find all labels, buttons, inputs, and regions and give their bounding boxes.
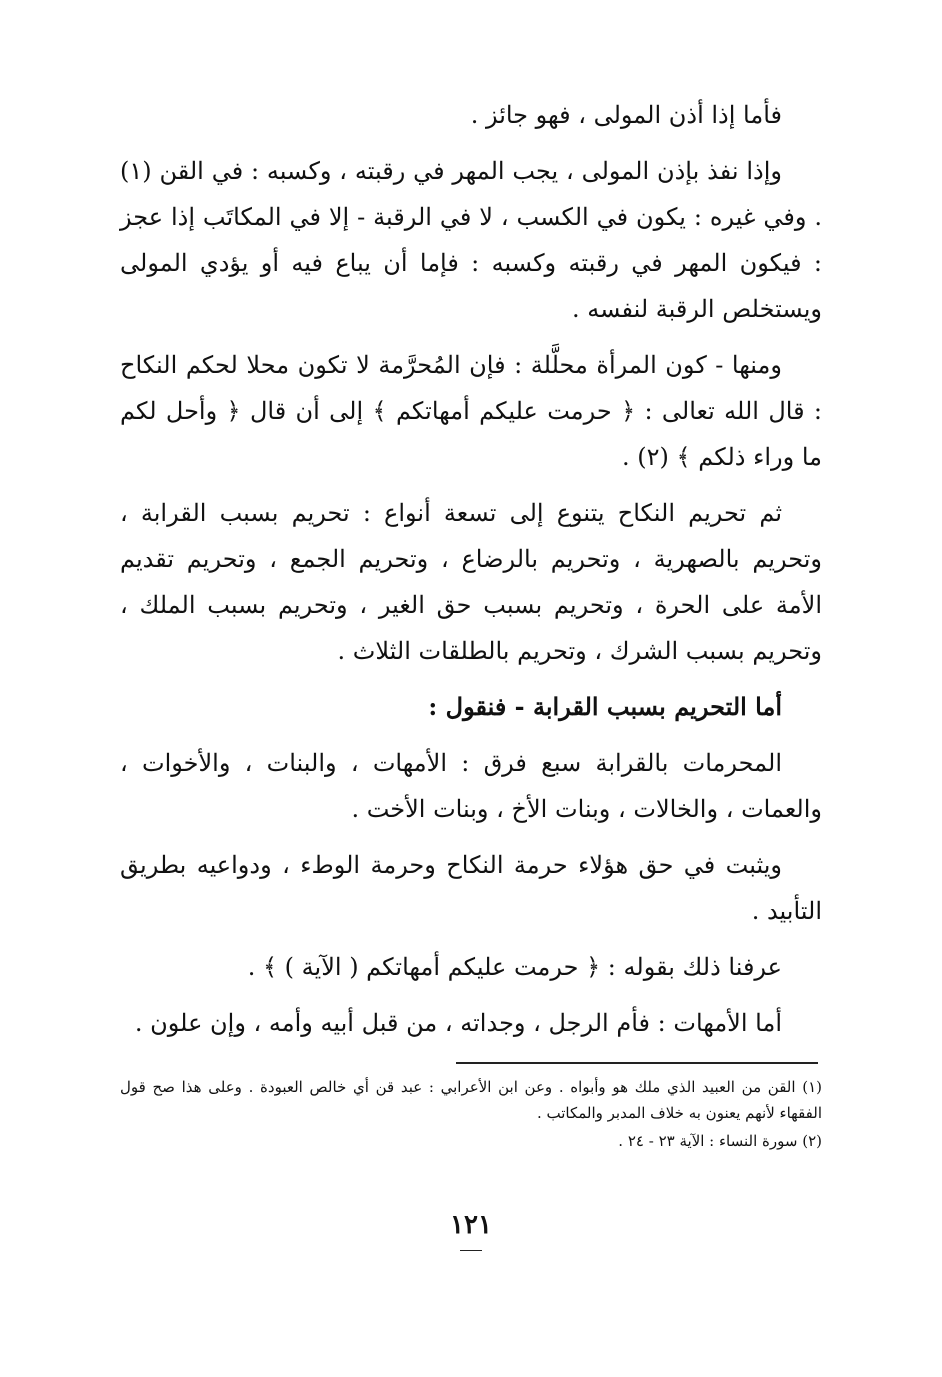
footnote-1: (١) القن من العبيد الذي ملك هو وأبواه . وعن ابن الأعرابي : عبد قن أي خالص العبودة . وعلى هذا صح قول الفقهاء لأنهم يعنون به خلاف المدبر والمكاتب . xyxy=(120,1078,822,1122)
paragraph-4: ثم تحريم النكاح يتنوع إلى تسعة أنواع : تحريم بسبب القرابة ، وتحريم بالصهرية ، وتحريم بالرضاع ، وتحريم الجمع ، وتحريم تقديم الأمة على الحرة ، وتحريم بسبب حق الغير ، وتحريم بسبب الملك ، وتحريم بسبب الشرك ، وتحريم بالطلقات الثلاث . xyxy=(120,499,822,665)
section-heading: أما التحريم بسبب القرابة - فنقول : xyxy=(428,692,782,721)
page-number: ١٢١ xyxy=(450,1210,492,1240)
paragraph-3: ومنها - كون المرأة محلَّلة : فإن المُحرَّمة لا تكون محلا لحكم النكاح : قال الله تعالى : ﴿ حرمت عليكم أمهاتكم ﴾ إلى أن قال ﴿ وأحل لكم ما وراء ذلكم ﴾ (٢) . xyxy=(120,351,822,471)
paragraph-2: وإذا نفذ بإذن المولى ، يجب المهر في رقبته ، وكسبه : في القن (١) . وفي غيره : يكون في الكسب ، لا في الرقبة - إلا في المكاتَب إذا عجز : فيكون المهر في رقبته وكسبه : فإما أن يباع فيه أو يؤدي المولى ويستخلص الرقبة لنفسه . xyxy=(120,157,822,323)
paragraph-5: المحرمات بالقرابة سبع فرق : الأمهات ، والبنات ، والأخوات ، والعمات ، والخالات ، وبنات الأخ ، وبنات الأخت . xyxy=(120,749,822,823)
paragraph-6: ويثبت في حق هؤلاء حرمة النكاح وحرمة الوطء ، ودواعيه بطريق التأبيد . xyxy=(120,851,822,925)
page-number-underline xyxy=(460,1250,482,1251)
main-text xyxy=(120,92,822,1052)
paragraph-7: عرفنا ذلك بقوله : ﴿ حرمت عليكم أمهاتكم ( الآية ) ﴾ . xyxy=(247,953,782,981)
paragraph-1: فأما إذا أذن المولى ، فهو جائز . xyxy=(470,101,782,129)
footnotes xyxy=(120,1074,822,1156)
paragraph-8: أما الأمهات : فأم الرجل ، وجداته ، من قبل أبيه وأمه ، وإن علون . xyxy=(134,1009,782,1037)
footnote-divider xyxy=(456,1062,818,1064)
footnote-2: (٢) سورة النساء : الآية ٢٣ - ٢٤ . xyxy=(618,1132,822,1150)
